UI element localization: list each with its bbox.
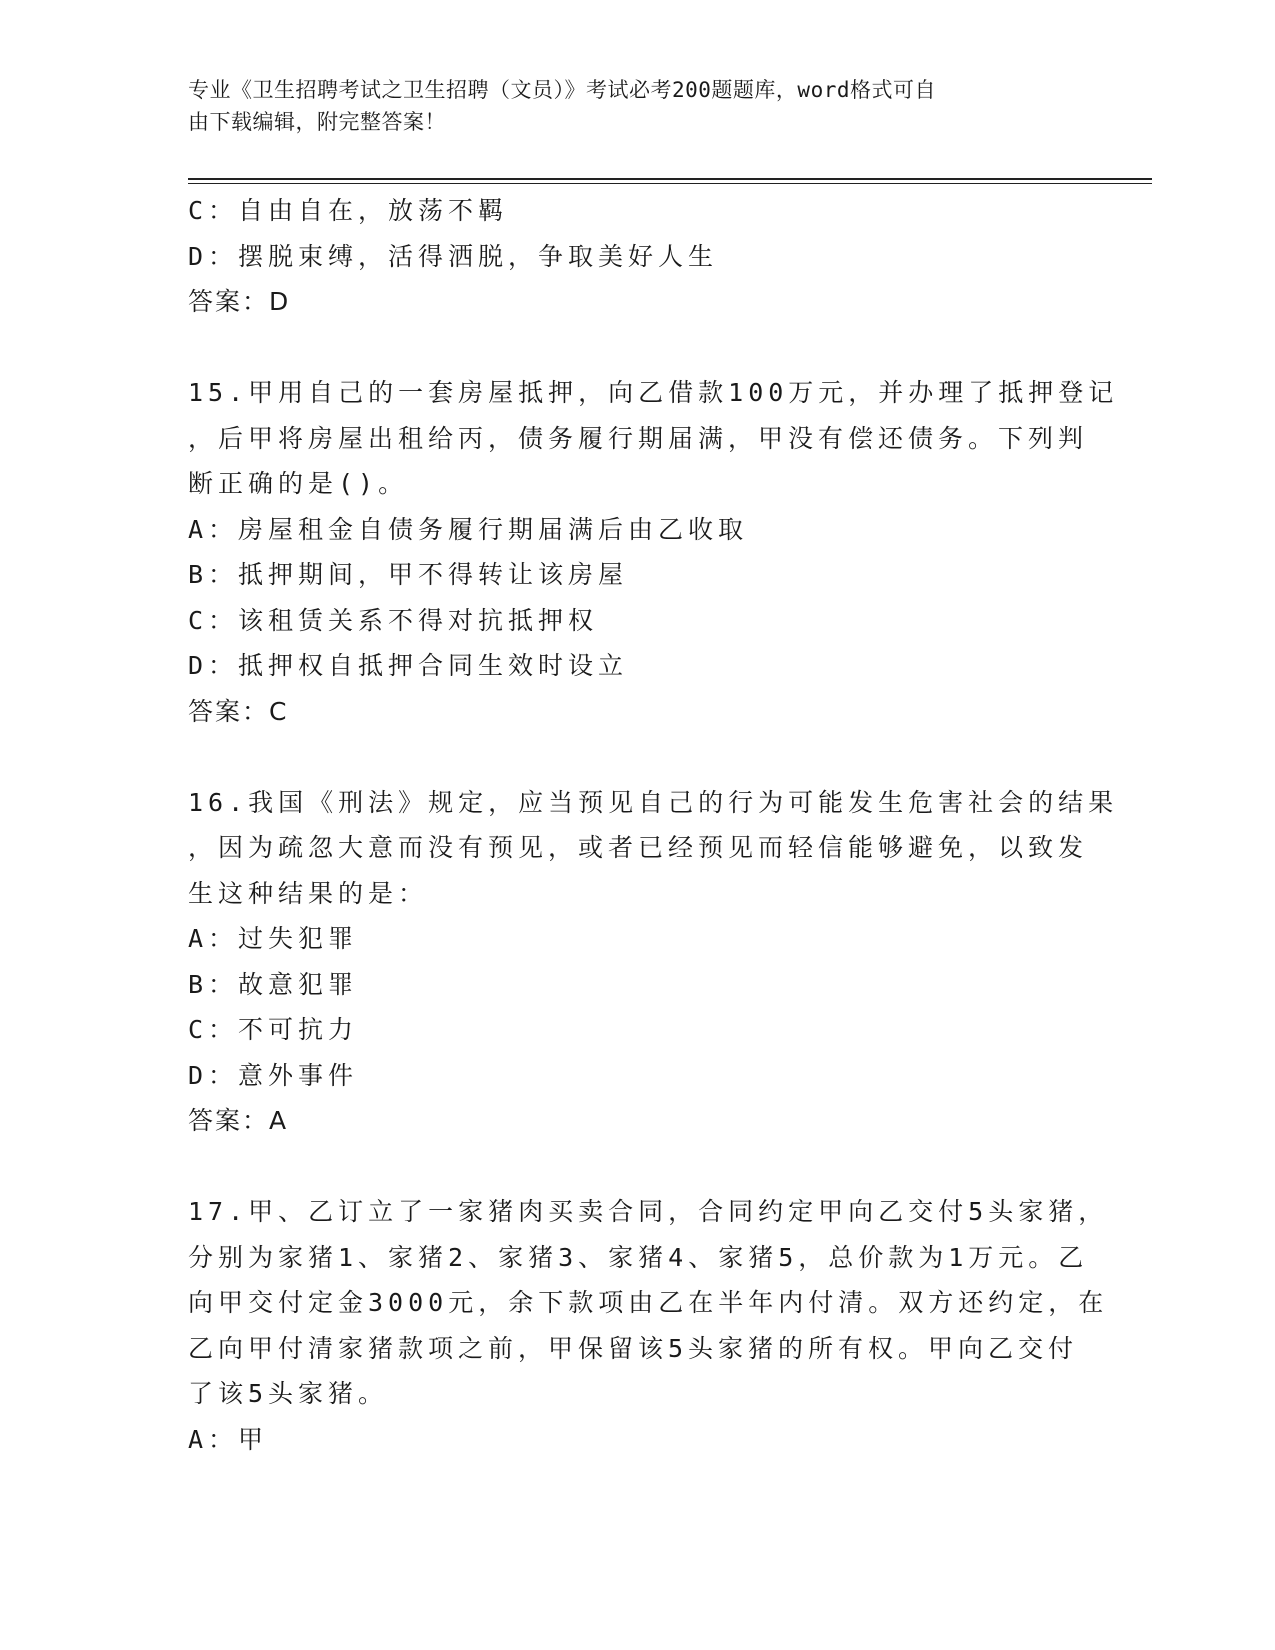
q17-stem-line-5: 了该5头家猪。 (188, 1379, 389, 1408)
q17-stem-line-2: 分别为家猪1、家猪2、家猪3、家猪4、家猪5，总价款为1万元。乙 (188, 1242, 1089, 1272)
q16-option-a: A：过失犯罪 (188, 924, 359, 953)
q16-option-c: C：不可抗力 (188, 1015, 359, 1044)
header-divider (188, 178, 1152, 184)
q16-stem-line-2: ，因为疏忽大意而没有预见，或者已经预见而轻信能够避免，以致发 (188, 833, 1089, 862)
q16-option-d: D：意外事件 (188, 1060, 359, 1090)
question-14-tail (188, 188, 1088, 325)
q15-stem-line-2: ，后甲将房屋出租给丙，债务履行期届满，甲没有偿还债务。下列判 (188, 423, 1089, 453)
spacer (188, 1144, 1088, 1190)
q15-option-a: A：房屋租金自债务履行期届满后由乙收取 (188, 514, 749, 544)
spacer (188, 325, 1088, 371)
q15-option-b: B：抵押期间，甲不得转让该房屋 (188, 560, 629, 589)
q16-option-b: B：故意犯罪 (188, 969, 359, 999)
question-content (188, 188, 1119, 1462)
q16-stem-line-3: 生这种结果的是： (188, 878, 429, 908)
question-15 (188, 370, 1119, 734)
q17-option-a: A：甲 (188, 1424, 269, 1454)
spacer (188, 734, 1088, 780)
q15-stem-line-1: 15.甲用自己的一套房屋抵押，向乙借款100万元，并办理了抵押登记 (188, 378, 1119, 407)
page-header (188, 74, 1068, 138)
header-title-line-2: 由下载编辑，附完整答案！ (188, 110, 446, 134)
q16-stem-line-1: 16.我国《刑法》规定，应当预见自己的行为可能发生危害社会的结果 (188, 787, 1119, 817)
question-16 (188, 780, 1119, 1144)
q15-answer: 答案：C (188, 696, 289, 726)
q15-option-d: D：抵押权自抵押合同生效时设立 (188, 651, 629, 680)
q17-stem-line-3: 向甲交付定金3000元，余下款项由乙在半年内付清。双方还约定，在 (188, 1288, 1109, 1317)
header-title-line-1: 专业《卫生招聘考试之卫生招聘（文员）》考试必考200题题库，word格式可自 (188, 78, 936, 102)
q16-answer: 答案：A (188, 1106, 289, 1135)
q14-option-c: C：自由自在，放荡不羁 (188, 196, 509, 225)
q15-stem-line-3: 断正确的是()。 (188, 469, 409, 498)
question-17 (188, 1189, 1109, 1462)
q15-option-c: C：该租赁关系不得对抗抵押权 (188, 605, 599, 635)
q14-option-d: D：摆脱束缚，活得洒脱，争取美好人生 (188, 241, 719, 271)
q14-answer: 答案：D (188, 287, 291, 316)
q17-stem-line-1: 17.甲、乙订立了一家猪肉买卖合同，合同约定甲向乙交付5头家猪， (188, 1197, 1109, 1226)
q17-stem-line-4: 乙向甲付清家猪款项之前，甲保留该5头家猪的所有权。甲向乙交付 (188, 1333, 1079, 1363)
